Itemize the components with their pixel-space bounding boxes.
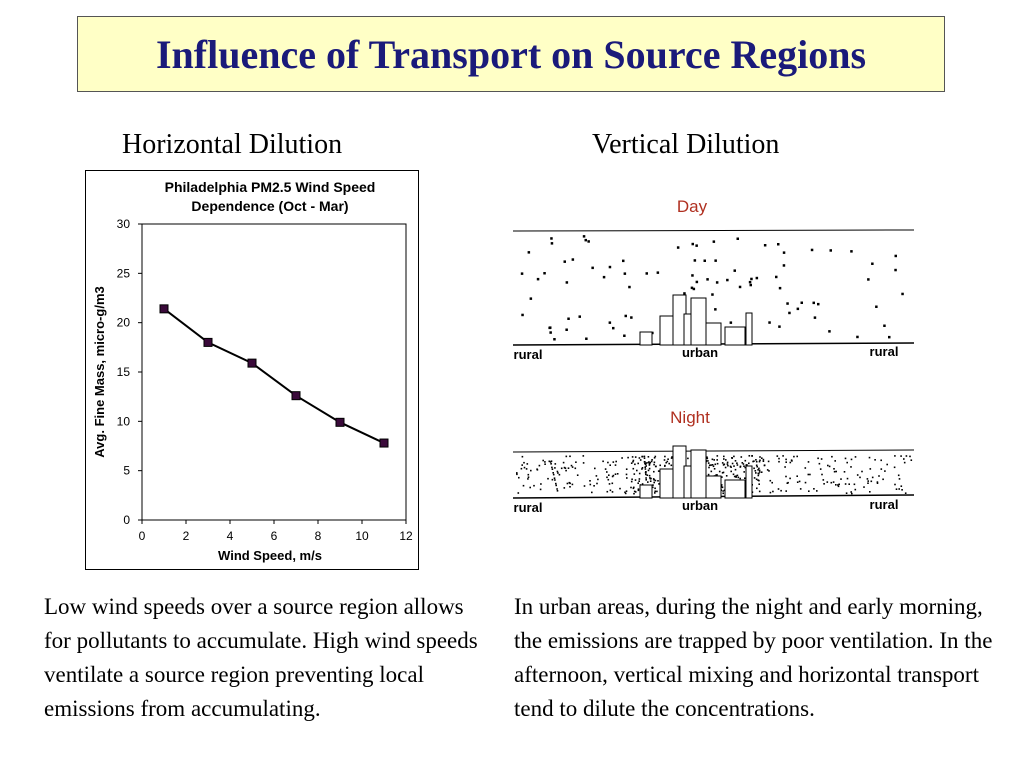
chart-title-line2: Dependence (Oct - Mar) xyxy=(191,198,349,214)
title-box xyxy=(77,16,945,92)
diagram-svg xyxy=(510,193,920,523)
y-tick-label: 20 xyxy=(116,315,130,330)
data-point xyxy=(248,359,256,367)
x-tick-label: 6 xyxy=(270,529,278,543)
data-point xyxy=(204,338,212,346)
slide-title: Influence of Transport on Source Regions xyxy=(155,31,867,77)
y-tick-label: 0 xyxy=(123,513,130,527)
data-point xyxy=(160,305,168,313)
night-urban: urban xyxy=(681,498,719,513)
vertical-dilution-heading: Vertical Dilution xyxy=(592,129,780,160)
day-mixing-top xyxy=(513,230,914,231)
chart-title-line1: Philadelphia PM2.5 Wind Speed xyxy=(164,179,376,195)
x-tick-label: 12 xyxy=(399,529,413,543)
night-mixing-top xyxy=(513,450,914,452)
vertical-dilution-diagram xyxy=(510,193,920,523)
y-tick-label: 5 xyxy=(123,463,130,478)
series-line xyxy=(164,309,384,443)
night-rural-right: rural xyxy=(869,497,899,512)
night-rural-left: rural xyxy=(513,500,543,515)
x-tick-label: 0 xyxy=(138,529,146,543)
x-tick-label: 8 xyxy=(314,529,322,543)
data-point xyxy=(380,439,388,447)
wind-speed-chart xyxy=(85,170,419,570)
chart-svg xyxy=(86,171,420,571)
night-label: Night xyxy=(670,408,710,427)
x-tick-label: 2 xyxy=(182,529,190,543)
y-tick-label: 15 xyxy=(116,365,130,379)
horizontal-dilution-heading: Horizontal Dilution xyxy=(122,129,343,160)
y-tick-label: 30 xyxy=(116,217,130,231)
day-rural-left: rural xyxy=(513,347,543,362)
x-tick-label: 10 xyxy=(355,529,369,543)
x-tick-label: 4 xyxy=(226,529,234,543)
day-label: Day xyxy=(676,197,708,216)
horizontal-dilution-caption: Low wind speeds over a source region allows for pollutants to accumulate. High wind speeds ventilate a source region preventing local emissions from accumulating. xyxy=(44,594,478,721)
x-axis-label: Wind Speed, m/s xyxy=(218,548,322,563)
day-urban: urban xyxy=(681,345,719,360)
y-axis-label: Avg. Fine Mass, micro-g/m3 xyxy=(92,286,107,458)
night-buildings xyxy=(640,446,752,498)
day-rural-right: rural xyxy=(869,344,899,359)
data-point xyxy=(292,392,300,400)
plot-area xyxy=(142,224,406,520)
vertical-dilution-caption: In urban areas, during the night and early morning, the emissions are trapped by poor ventilation. In the afternoon, vertical mixing and horizontal transport tend to dilute the concentrations. xyxy=(514,594,993,721)
day-buildings xyxy=(640,295,752,345)
data-point xyxy=(336,418,344,426)
y-tick-label: 25 xyxy=(116,266,130,281)
y-tick-label: 10 xyxy=(116,414,130,429)
